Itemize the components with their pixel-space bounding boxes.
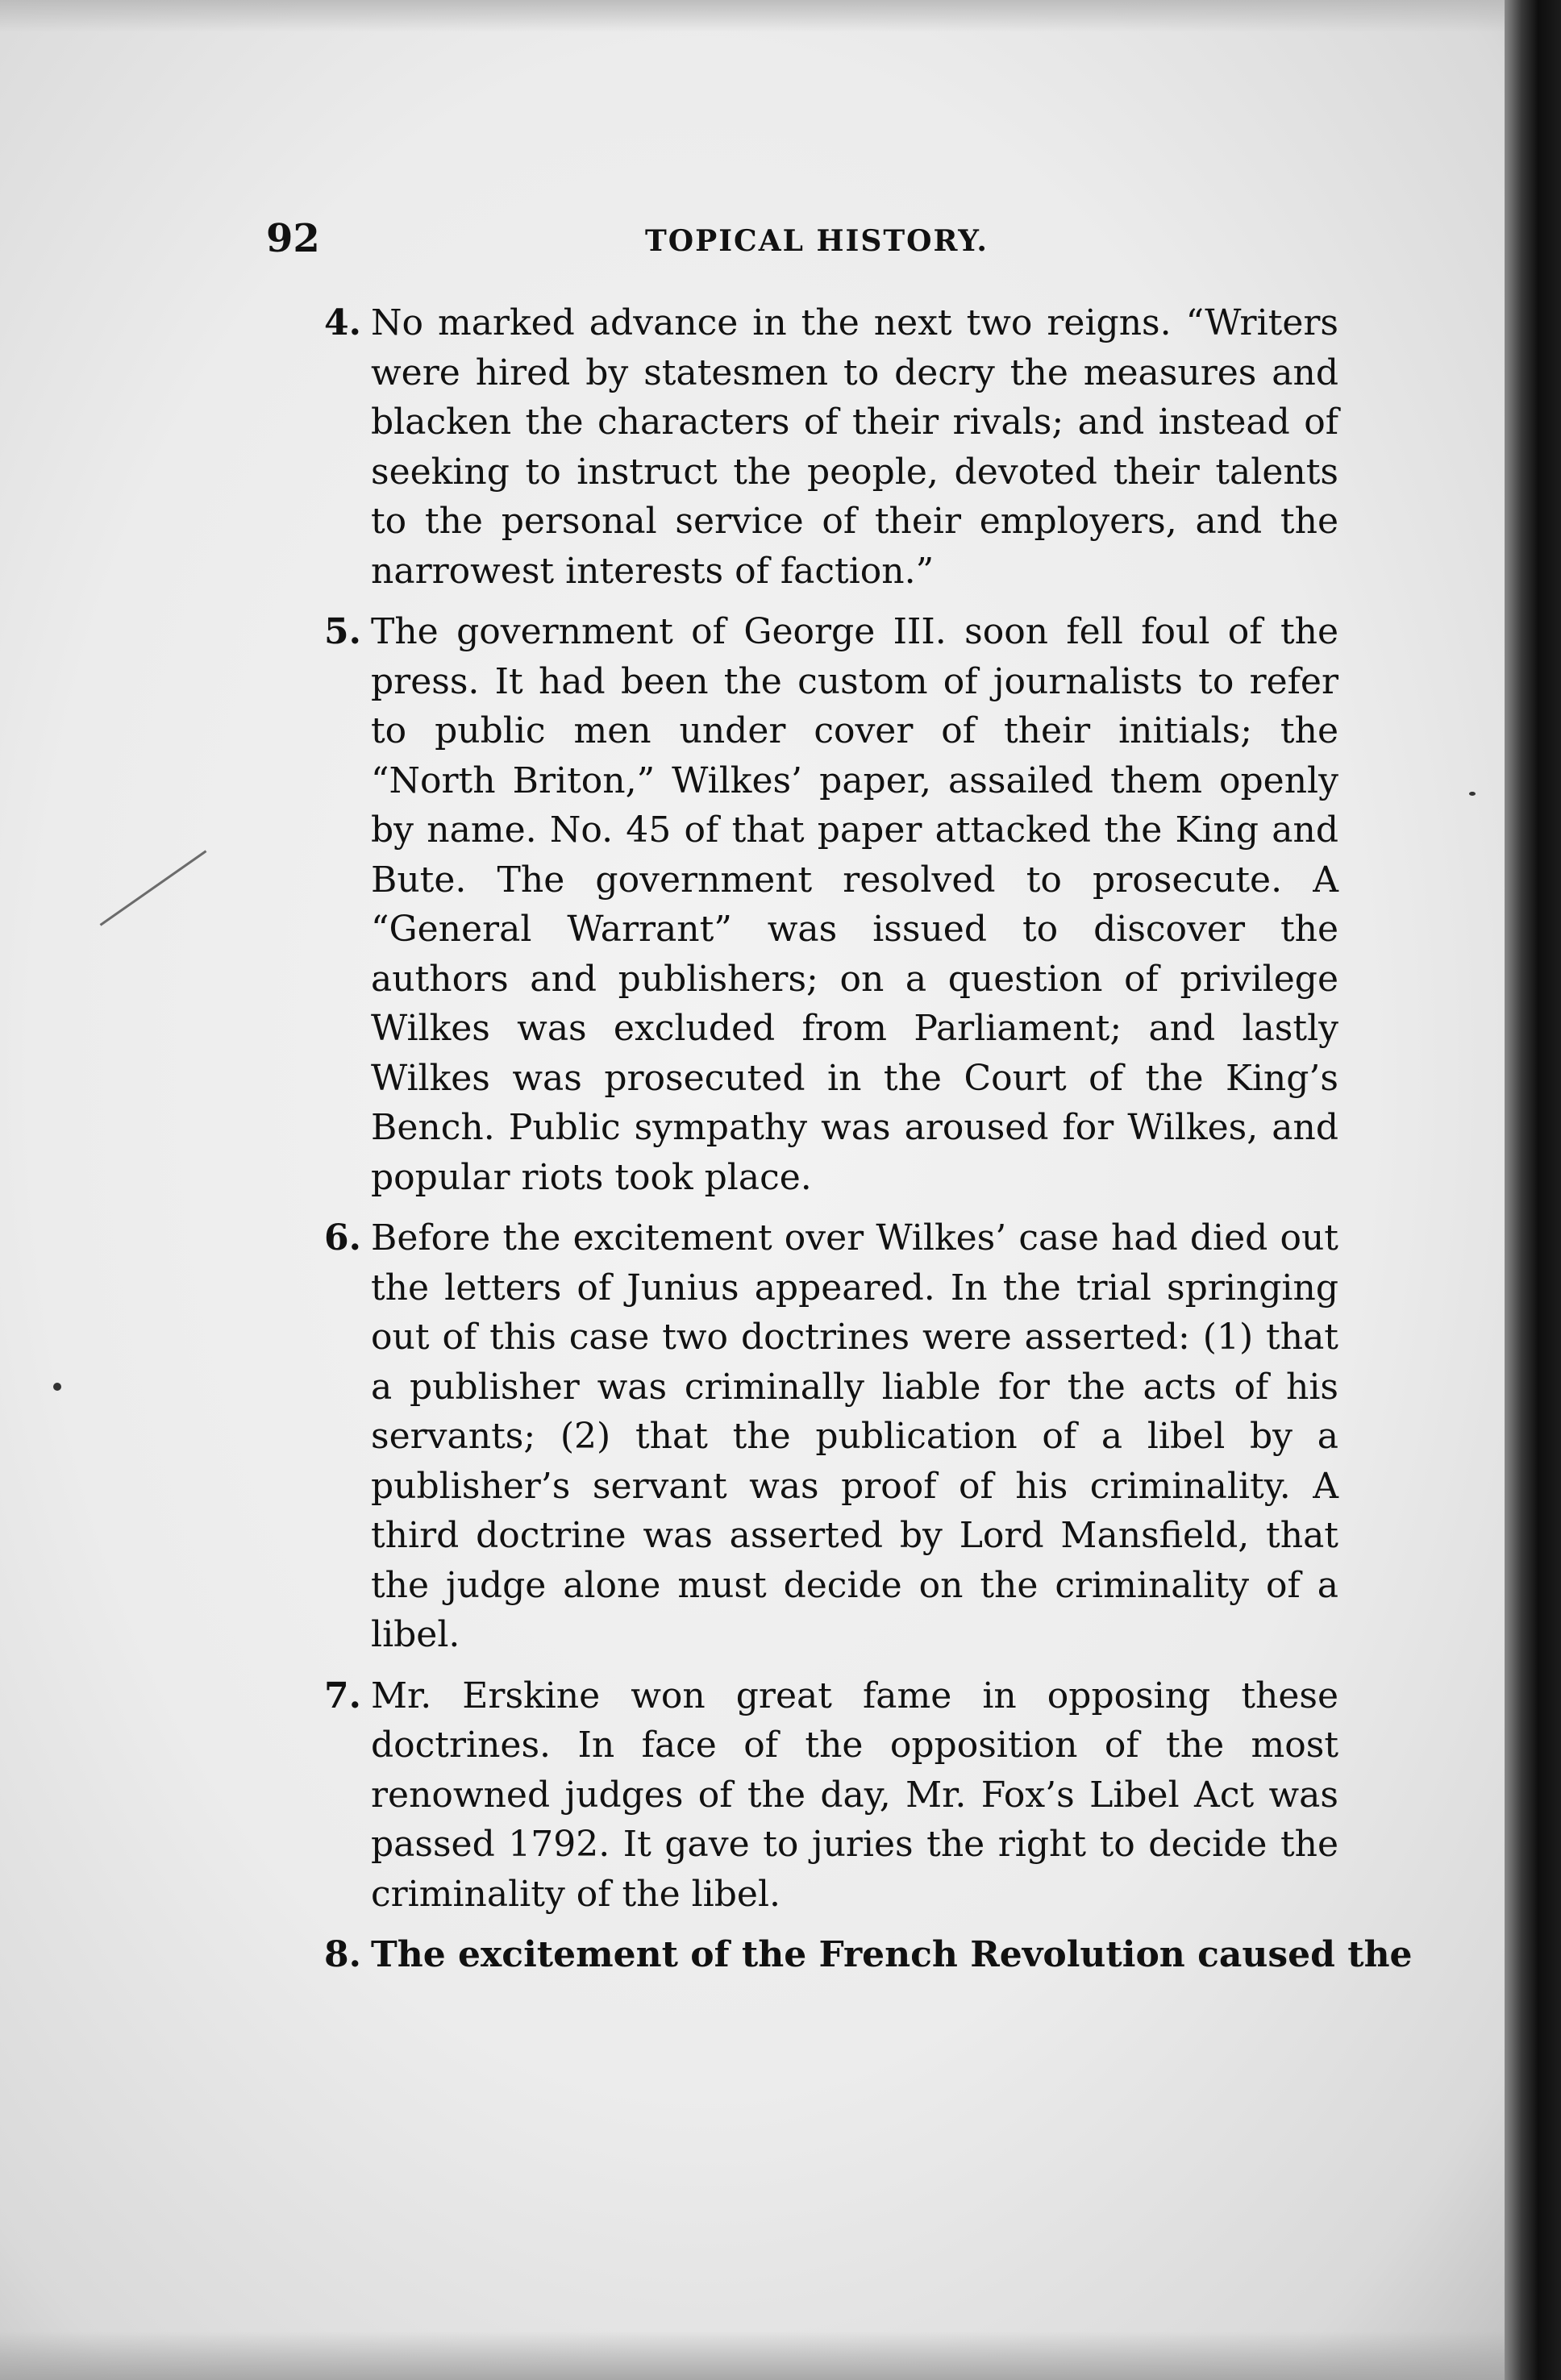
section-text: No marked advance in the next two reigns. “Writers were hired by statesmen to decry the measures and blacken the characters of their rivals; and instead of seeking to instruct the people, devoted their talents to the personal service of their employers, and the narrowest interests of faction.” (371, 302, 1338, 592)
section-number: 8. (324, 1934, 361, 1975)
body-text (324, 298, 1413, 1991)
section-8 (324, 1930, 1413, 1980)
page-header (266, 216, 1427, 264)
page-top-shadow (0, 0, 1561, 32)
running-title: TOPICAL HISTORY. (645, 224, 989, 258)
section-text: Before the excitement over Wilkes’ case had died out the letters of Junius appeared. In the trial springing out of this case two doctrines were asserted: (1) that a publisher was criminally liable for the acts of his servants; (2) that the publication of a libel by a publisher’s servant was proof of his criminality. A third doctrine was asserted by Lord Mansfield, that the judge alone must decide on the criminality of a libel. (371, 1217, 1338, 1655)
binding-edge (1505, 0, 1561, 2380)
section-number: 4. (324, 302, 361, 343)
scan-dot (1469, 792, 1476, 796)
section-text: Mr. Erskine won great fame in opposing these doctrines. In face of the opposition of the most renowned judges of the day, Mr. Fox’s Libel Act was passed 1792. It gave to juries the right to decide the criminality of the libel. (371, 1675, 1338, 1915)
section-text: The government of George III. soon fell foul of the press. It had been the custom of journalists to refer to public men under cover of their initials; the “North Briton,” Wilkes’ paper, assailed them openly by name. No. 45 of that paper attacked the King and Bute. The government resolved to prosecute. A “General Warrant” was issued to discover the authors and publishers; on a question of privilege Wilkes was excluded from Parliament; and lastly Wilkes was prosecuted in the Court of the King’s Bench. Public sympathy was aroused for Wilkes, and popular riots took place. (371, 611, 1338, 1198)
section-number: 5. (324, 611, 361, 652)
scan-dot (53, 1383, 61, 1391)
section-4 (324, 298, 1338, 596)
section-number: 7. (324, 1675, 361, 1716)
section-number: 6. (324, 1217, 361, 1259)
section-text: The excitement of the French Revolution caused the (371, 1934, 1413, 1975)
section-7 (324, 1671, 1338, 1920)
section-5 (324, 607, 1338, 1202)
pencil-mark (100, 850, 207, 926)
section-6 (324, 1213, 1338, 1660)
page-bottom-shadow (0, 2332, 1561, 2380)
page-number: 92 (266, 216, 320, 261)
